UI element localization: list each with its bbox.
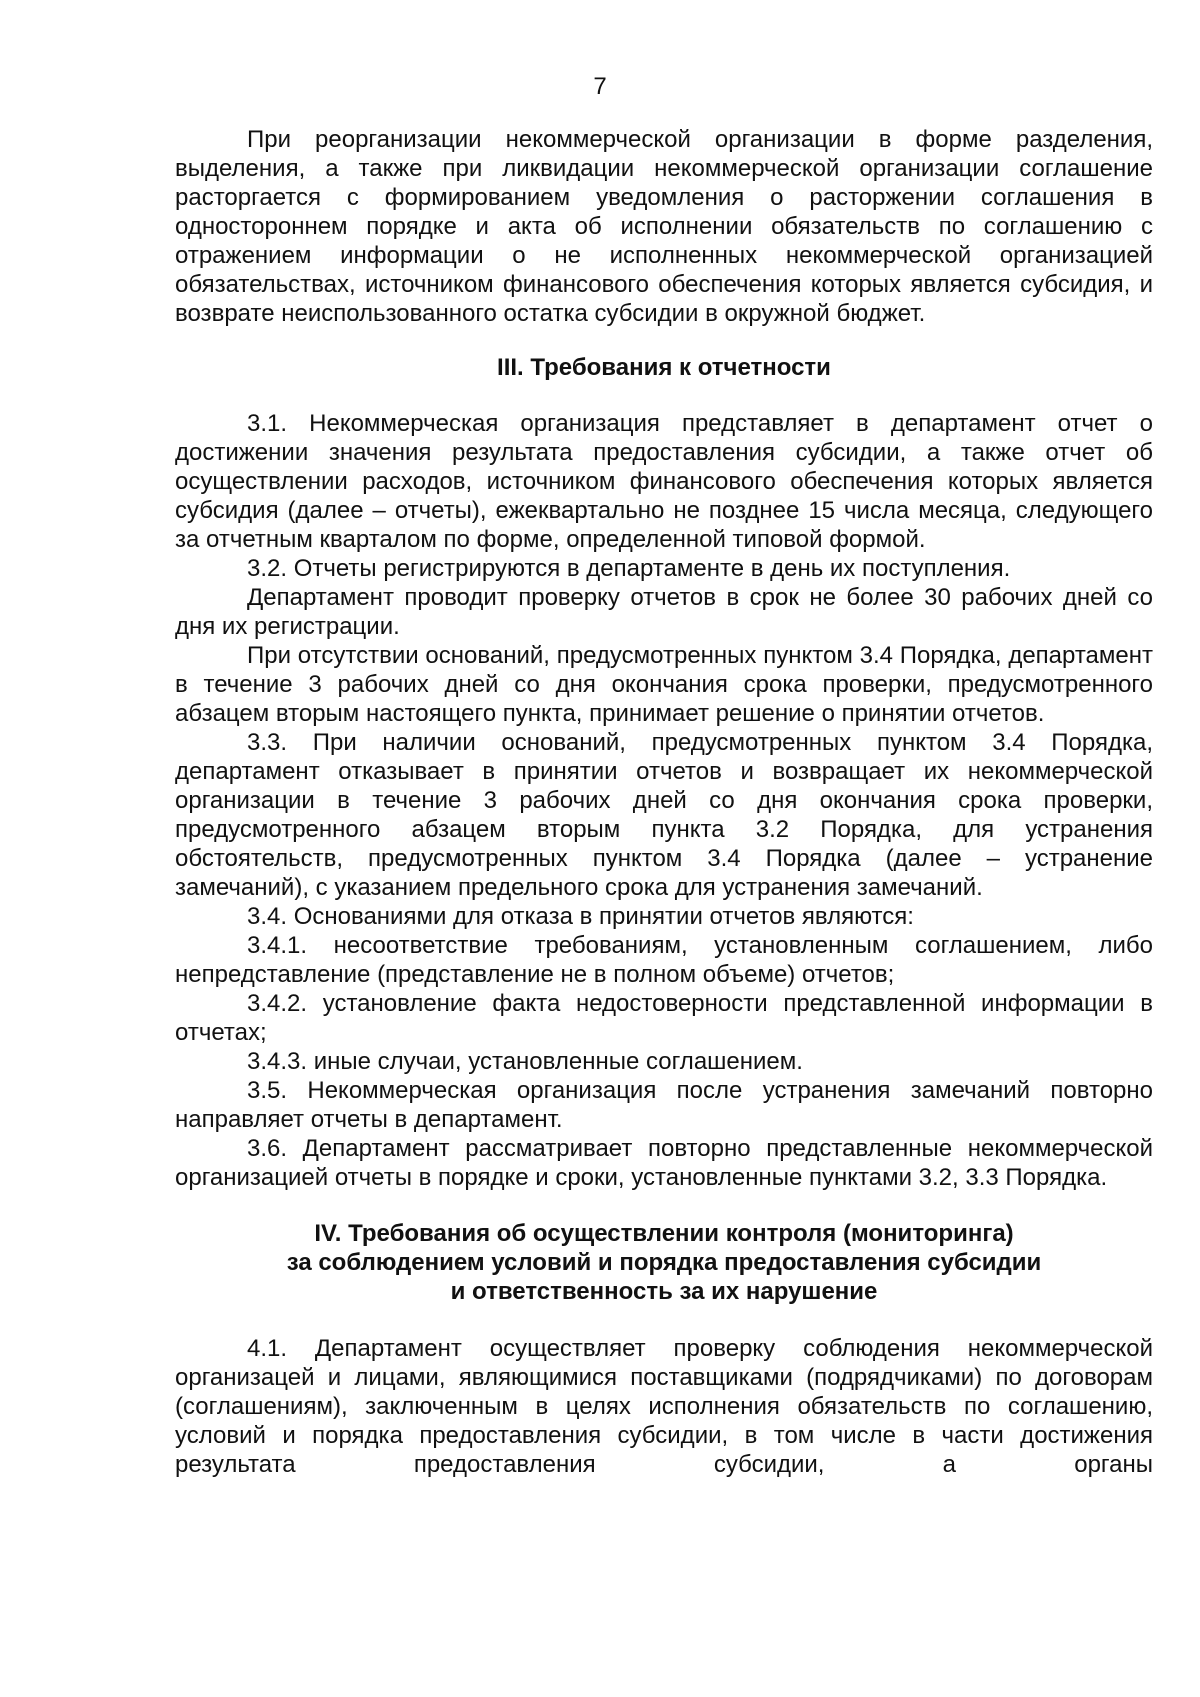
section-4-title [175,1219,1153,1306]
paragraph-3-4-3: 3.4.3. иные случаи, установленные соглашением. [247,1048,803,1075]
paragraph-3-6: 3.6. Департамент рассматривает повторно представленные некоммерческой организацией отчеты в порядке и сроки, установленные пунктами 3.2, 3.3 Порядка. [175,1135,1153,1191]
page-number: 7 [593,73,607,100]
section-4-title-line-2: за соблюдением условий и порядка предоставления субсидии [286,1249,1042,1276]
section-4-title-line-1: IV. Требования об осуществлении контроля (мониторинга) [314,1220,1014,1247]
paragraph-3-3: 3.3. При наличии оснований, предусмотренных пунктом 3.4 Порядка, департамент отказывает в принятии отчетов и возвращает их некоммерческой организации в течение 3 рабочих дней со дня окончания срока проверки, предусмотренного абзацем вторым пункта 3.2 Порядка, для устранения обстоятельств, предусмотренных пунктом 3.4 Порядка (далее – устранение замечаний), с указанием предельного срока для устранения замечаний. [175,729,1153,901]
paragraph-3-4-1: 3.4.1. несоответствие требованиям, установленным соглашением, либо непредставление (представление не в полном объеме) отчетов; [175,932,1153,988]
paragraph-3-4-2: 3.4.2. установление факта недостоверности представленной информации в отчетах; [175,990,1153,1046]
section-4-title-line-3: и ответственность за их нарушение [450,1278,878,1305]
paragraph-4-1: 4.1. Департамент осуществляет проверку соблюдения некоммерческой организацей и лицами, являющимися поставщиками (подрядчиками) по договорам (соглашениям), заключенным в целях исполнения обязательств по соглашению, условий и порядка предоставления субсидии, в том числе в части достижения результата предоставления субсидии, а органы [175,1335,1153,1478]
paragraph-3-2: 3.2. Отчеты регистрируются в департаменте в день их поступления. [247,555,1011,582]
paragraph-3-2-check: Департамент проводит проверку отчетов в срок не более 30 рабочих дней со дня их регистрации. [175,584,1153,640]
intro-paragraph: При реорганизации некоммерческой организации в форме разделения, выделения, а также при ликвидации некоммерческой организации соглашение расторгается с формированием уведомления о расторжении соглашения в одностороннем порядке и акта об исполнении обязательств по соглашению с отражением информации о не исполненных некоммерческой организацией обязательствах, источником финансового обеспечения которых является субсидия, и возврате неиспользованного остатка субсидии в окружной бюджет. [175,126,1153,327]
paragraph-3-2-decision: При отсутствии оснований, предусмотренных пунктом 3.4 Порядка, департамент в течение 3 рабочих дней со дня окончания срока проверки, предусмотренного абзацем вторым настоящего пункта, принимает решение о принятии отчетов. [175,642,1153,727]
document-body [175,125,1153,1479]
paragraph-3-5: 3.5. Некоммерческая организация после устранения замечаний повторно направляет отчеты в департамент. [175,1077,1153,1133]
section-3-title: III. Требования к отчетности [497,354,831,381]
paragraph-3-4: 3.4. Основаниями для отказа в принятии отчетов являются: [247,903,914,930]
paragraph-3-1: 3.1. Некоммерческая организация представляет в департамент отчет о достижении значения результата предоставления субсидии, а также отчет об осуществлении расходов, источником финансового обеспечения которых является субсидия (далее – отчеты), ежеквартально не позднее 15 числа месяца, следующего за отчетным кварталом по форме, определенной типовой формой. [175,410,1153,553]
